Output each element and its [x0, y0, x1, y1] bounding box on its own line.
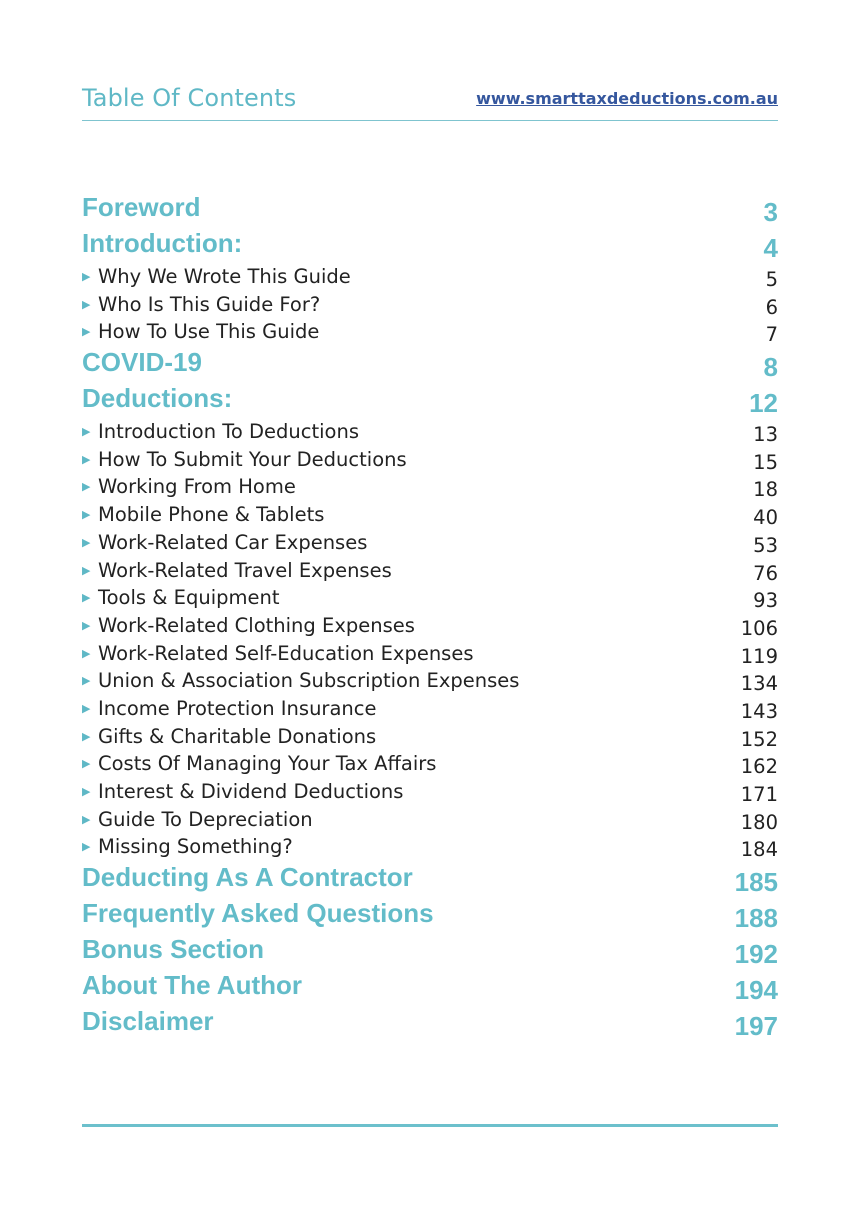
- toc-subsection-entry[interactable]: [82, 724, 778, 752]
- toc-entry-text: Working From Home: [98, 475, 296, 499]
- toc-page-number: 119: [740, 644, 778, 668]
- toc-entry-label: [82, 1006, 214, 1037]
- toc-entry-label: [82, 970, 302, 1001]
- toc-page-number: 185: [734, 867, 778, 898]
- toc-subsection-entry[interactable]: [82, 292, 778, 320]
- triangle-right-icon: ▶: [82, 674, 91, 688]
- toc-entry-label: [82, 531, 367, 554]
- triangle-right-icon: ▶: [82, 452, 91, 466]
- toc-entry-label: [82, 934, 264, 965]
- toc-subsection-entry[interactable]: [82, 419, 778, 447]
- toc-page-number: 106: [740, 616, 778, 640]
- website-link[interactable]: www.smarttaxdeductions.com.au: [476, 89, 778, 108]
- toc-entry-text: Guide To Depreciation: [98, 807, 313, 831]
- toc-entry-text: Work-Related Travel Expenses: [98, 558, 392, 582]
- toc-page-number: 40: [753, 506, 778, 530]
- toc-entry-text: Interest & Dividend Deductions: [98, 780, 404, 803]
- toc-subsection-entry[interactable]: [82, 264, 778, 292]
- triangle-right-icon: ▶: [82, 480, 91, 494]
- toc-entry-text: Deductions:: [82, 383, 233, 414]
- toc-entry-label: [82, 503, 324, 526]
- triangle-right-icon: ▶: [82, 618, 91, 632]
- toc-page-number: 6: [765, 295, 778, 319]
- triangle-right-icon: ▶: [82, 757, 91, 771]
- toc-entry-text: About The Author: [82, 970, 302, 1001]
- toc-entry-label: [82, 586, 280, 609]
- triangle-right-icon: ▶: [82, 646, 91, 660]
- toc-entry-text: Work-Related Clothing Expenses: [98, 613, 415, 637]
- toc-page-number: 3: [763, 197, 778, 227]
- toc-entry-label: [82, 559, 392, 582]
- toc-section-entry[interactable]: [82, 383, 778, 419]
- toc-section-entry[interactable]: [82, 898, 778, 934]
- toc-subsection-entry[interactable]: [82, 585, 778, 613]
- toc-page-number: 152: [740, 727, 778, 751]
- toc-entry-text: COVID-19: [82, 347, 202, 378]
- toc-subsection-entry[interactable]: [82, 807, 778, 835]
- toc-section-entry[interactable]: [82, 228, 778, 264]
- toc-entry-text: Disclaimer: [82, 1006, 214, 1037]
- toc-entry-text: Introduction:: [82, 228, 243, 258]
- toc-entry-text: How To Use This Guide: [98, 320, 320, 344]
- toc-page-number: 192: [734, 939, 778, 970]
- toc-entry-label: [82, 448, 407, 471]
- toc-page-number: 53: [753, 533, 778, 557]
- toc-section-entry[interactable]: [82, 970, 778, 1006]
- triangle-right-icon: ▶: [82, 297, 91, 311]
- toc-entry-label: [82, 835, 293, 858]
- toc-page-number: 162: [740, 755, 778, 779]
- toc-page-number: 13: [753, 423, 778, 447]
- toc-entry-text: Why We Wrote This Guide: [98, 265, 351, 288]
- toc-subsection-entry[interactable]: [82, 779, 778, 807]
- toc-section-entry[interactable]: [82, 934, 778, 970]
- footer-divider: [82, 1124, 778, 1127]
- toc-entry-label: [82, 320, 319, 343]
- toc-page-number: 5: [765, 268, 778, 291]
- toc-entry-text: How To Submit Your Deductions: [98, 447, 407, 471]
- toc-page-number: 180: [740, 810, 778, 834]
- toc-subsection-entry[interactable]: [82, 834, 778, 862]
- toc-section-entry[interactable]: [82, 192, 778, 228]
- toc-subsection-entry[interactable]: [82, 530, 778, 558]
- toc-subsection-entry[interactable]: [82, 668, 778, 696]
- toc-page-number: 8: [763, 352, 778, 383]
- toc-subsection-entry[interactable]: [82, 474, 778, 502]
- toc-entry-label: [82, 898, 434, 929]
- toc-page-number: 143: [740, 699, 778, 723]
- toc-page-number: 18: [753, 478, 778, 502]
- toc-subsection-entry[interactable]: [82, 447, 778, 475]
- toc-page-number: 15: [753, 450, 778, 474]
- toc-entry-label: [82, 780, 403, 803]
- page-header: [82, 82, 778, 121]
- toc-page-number: 171: [740, 783, 778, 806]
- toc-entry-label: [82, 808, 313, 831]
- toc-entry-label: [82, 383, 232, 414]
- toc-entry-text: Missing Something?: [98, 835, 293, 859]
- toc-entry-text: Deducting As A Contractor: [82, 862, 413, 893]
- toc-entry-label: [82, 475, 296, 498]
- toc-entry-text: Foreword: [82, 192, 201, 222]
- toc-subsection-entry[interactable]: [82, 751, 778, 779]
- page-title: Table Of Contents: [82, 84, 297, 112]
- toc-page-number: 197: [734, 1011, 778, 1042]
- toc-subsection-entry[interactable]: [82, 502, 778, 530]
- triangle-right-icon: ▶: [82, 812, 91, 826]
- toc-entry-label: [82, 669, 519, 692]
- toc-entry-text: Mobile Phone & Tablets: [98, 503, 325, 527]
- toc-entry-text: Tools & Equipment: [98, 586, 280, 610]
- triangle-right-icon: ▶: [82, 785, 91, 798]
- toc-page-number: 93: [753, 589, 778, 613]
- toc-subsection-entry[interactable]: [82, 696, 778, 724]
- toc-entry-text: Frequently Asked Questions: [82, 898, 434, 929]
- toc-entry-text: Bonus Section: [82, 934, 265, 965]
- toc-entry-text: Work-Related Car Expenses: [98, 530, 368, 554]
- triangle-right-icon: ▶: [82, 563, 91, 577]
- triangle-right-icon: ▶: [82, 840, 91, 854]
- toc-subsection-entry[interactable]: [82, 641, 778, 669]
- toc-entry-label: [82, 697, 376, 720]
- toc-entry-label: [82, 228, 242, 259]
- toc-section-entry[interactable]: [82, 1006, 778, 1042]
- toc-page-number: 7: [765, 323, 778, 347]
- toc-entry-label: [82, 725, 376, 748]
- toc-page-number: 134: [740, 672, 778, 696]
- toc-entry-text: Work-Related Self-Education Expenses: [98, 641, 474, 665]
- triangle-right-icon: ▶: [82, 591, 91, 605]
- triangle-right-icon: ▶: [82, 508, 91, 522]
- toc-subsection-entry[interactable]: [82, 319, 778, 347]
- triangle-right-icon: ▶: [82, 325, 91, 339]
- toc-page-number: 12: [749, 388, 778, 419]
- toc-entry-text: Costs Of Managing Your Tax Affairs: [98, 752, 437, 776]
- toc-page-number: 184: [740, 838, 778, 862]
- toc-entry-label: [82, 347, 202, 378]
- toc-entry-text: Who Is This Guide For?: [98, 292, 321, 316]
- toc-section-entry[interactable]: [82, 347, 778, 383]
- triangle-right-icon: ▶: [82, 729, 91, 743]
- toc-entry-label: [82, 862, 413, 893]
- toc-subsection-entry[interactable]: [82, 558, 778, 586]
- triangle-right-icon: ▶: [82, 701, 91, 715]
- toc-entry-label: [82, 192, 200, 223]
- toc-entry-label: [82, 752, 436, 775]
- toc-page-number: 76: [753, 561, 778, 585]
- toc-entry-label: [82, 642, 474, 665]
- toc-page-number: 188: [734, 903, 778, 934]
- triangle-right-icon: ▶: [82, 535, 91, 549]
- triangle-right-icon: ▶: [82, 270, 91, 283]
- toc-entry-text: Introduction To Deductions: [98, 420, 359, 444]
- toc-entry-label: [82, 293, 320, 316]
- table-of-contents: [82, 192, 778, 1042]
- toc-entry-label: [82, 420, 359, 443]
- toc-section-entry[interactable]: [82, 862, 778, 898]
- toc-entry-label: [82, 614, 415, 637]
- toc-page-number: 194: [734, 975, 778, 1006]
- toc-entry-text: Income Protection Insurance: [98, 696, 377, 720]
- toc-subsection-entry[interactable]: [82, 613, 778, 641]
- toc-entry-text: Union & Association Subscription Expenses: [98, 669, 520, 693]
- toc-entry-text: Gifts & Charitable Donations: [98, 724, 377, 748]
- toc-page-number: 4: [763, 233, 778, 263]
- toc-entry-label: [82, 265, 351, 288]
- triangle-right-icon: ▶: [82, 425, 91, 439]
